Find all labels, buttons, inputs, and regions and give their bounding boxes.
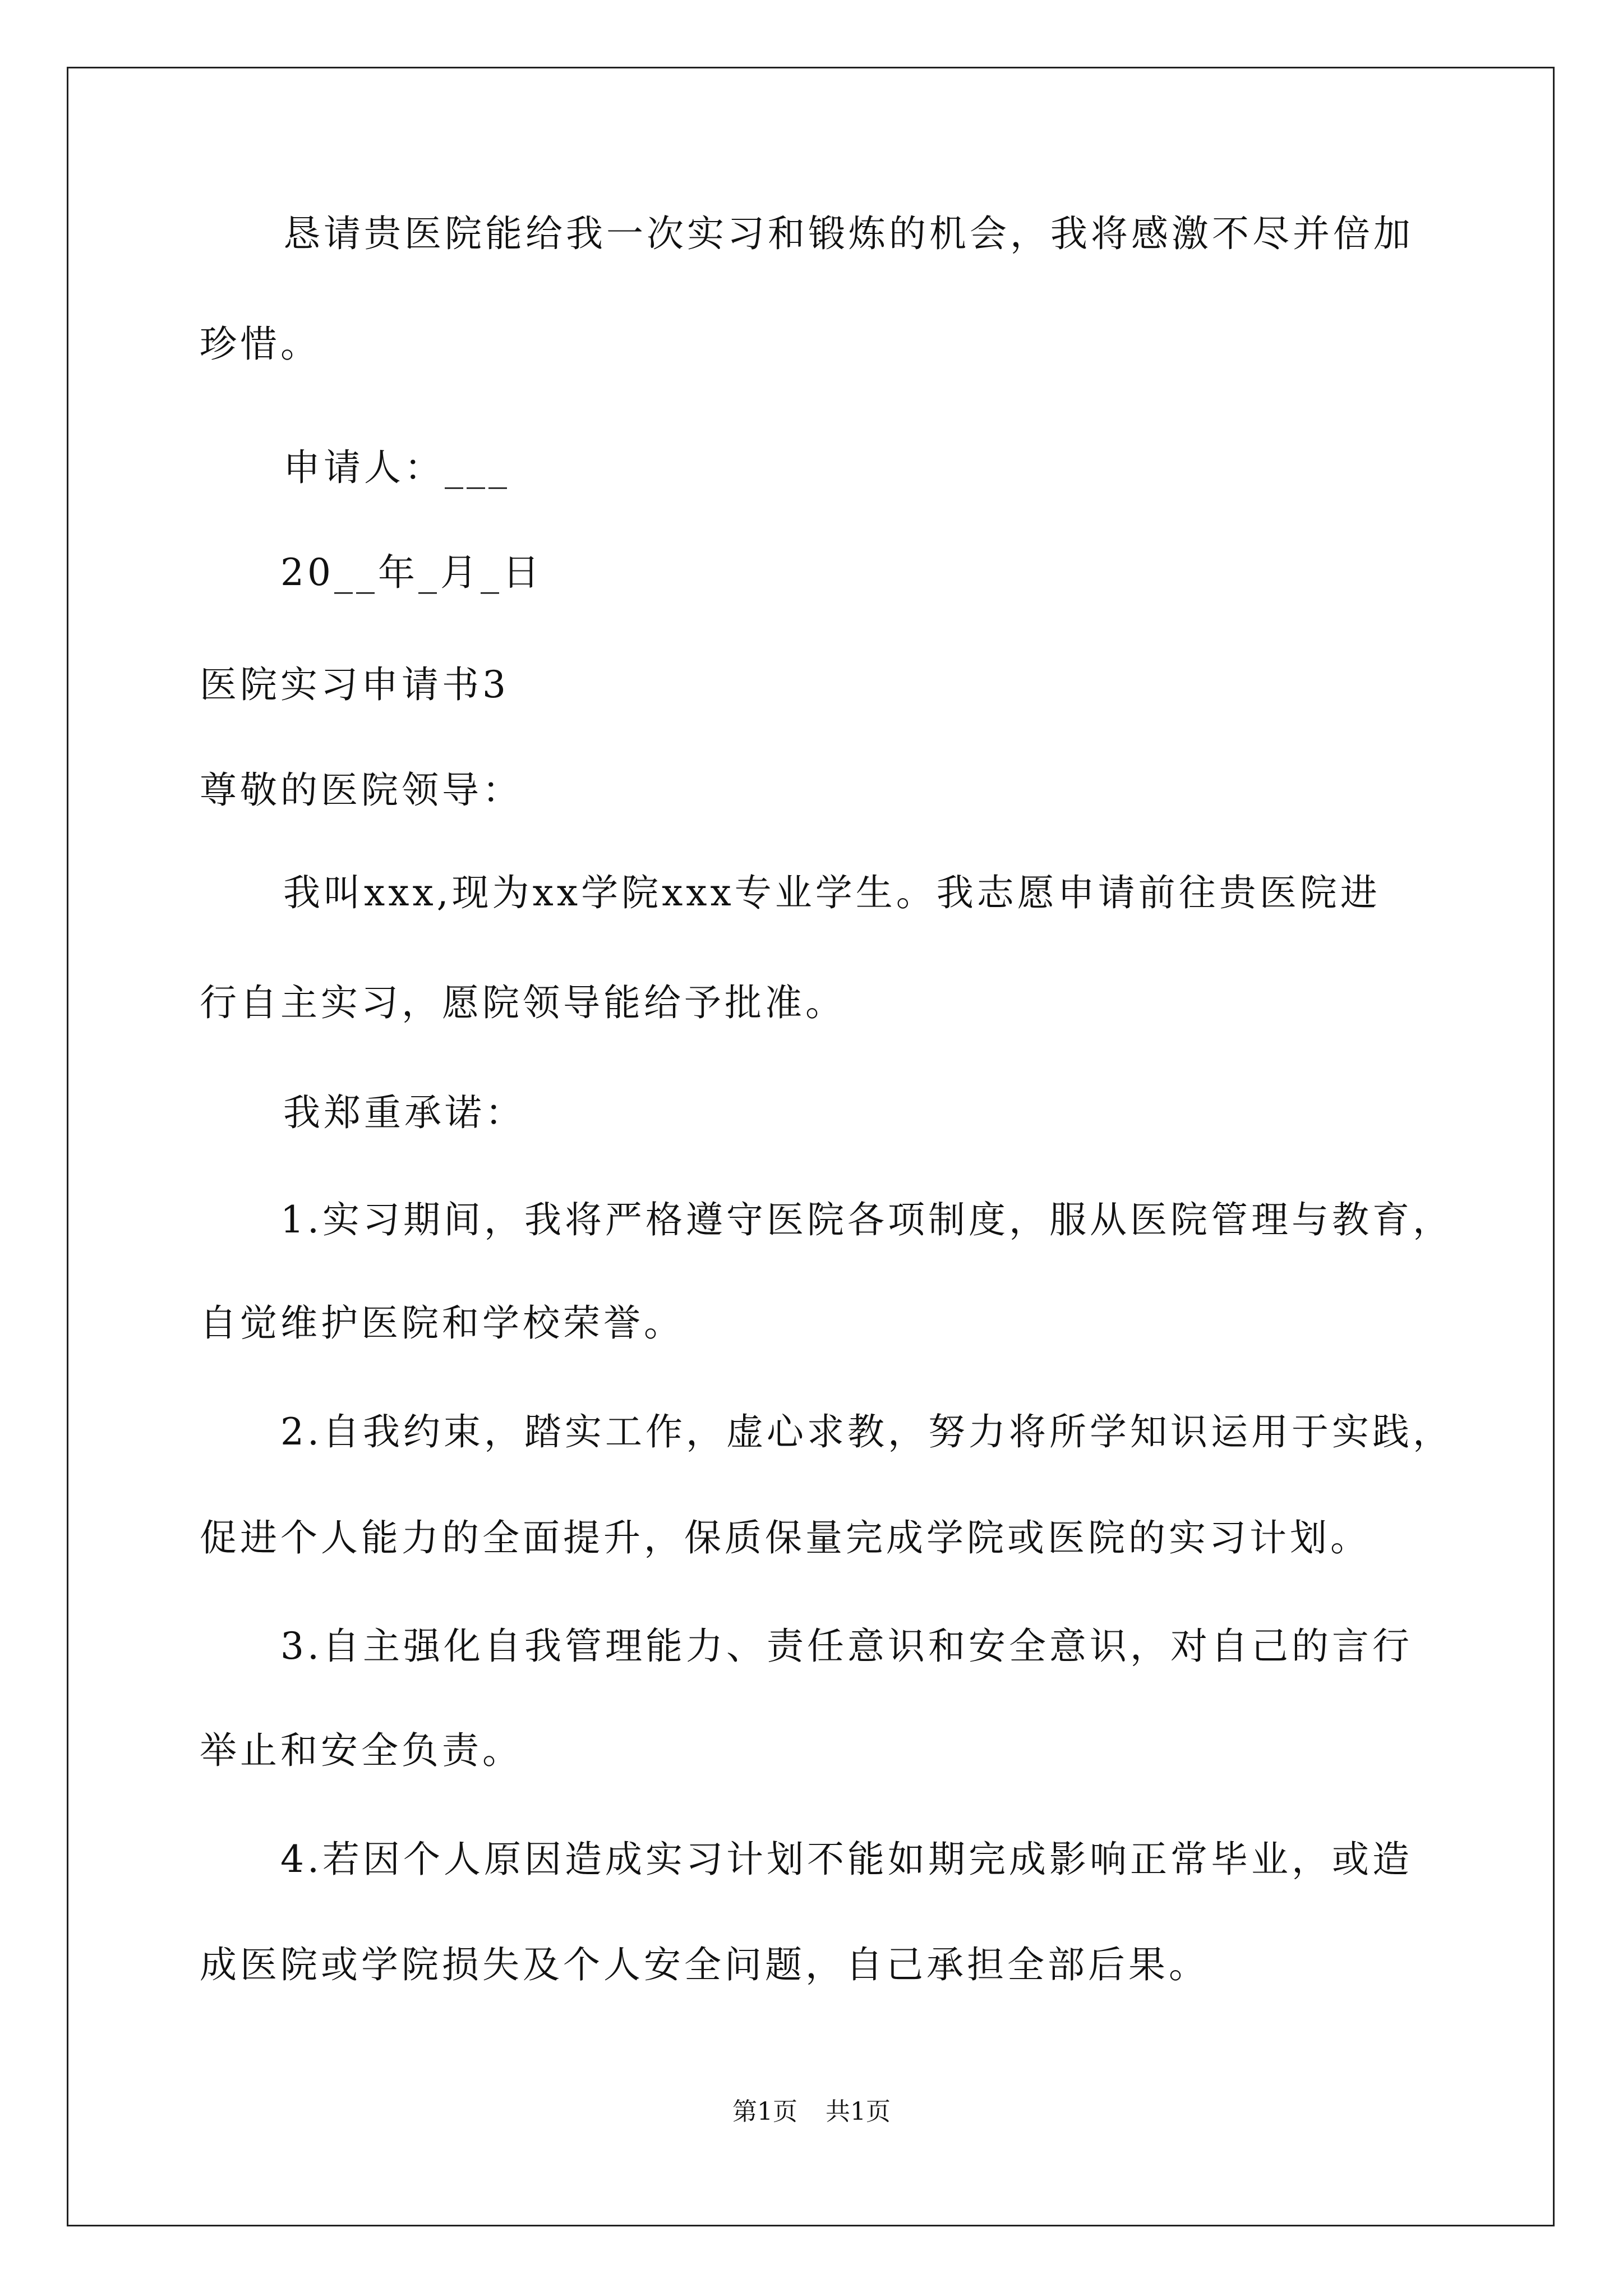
page-footer — [0, 2095, 1623, 2129]
date-line: 20__年_月_日 — [280, 551, 543, 594]
body-line: 我郑重承诺： — [283, 1091, 525, 1134]
body-line: 恳请贵医院能给我一次实习和锻炼的机会，我将感激不尽并倍加 — [283, 212, 1414, 255]
page-number: 第1页 — [732, 2097, 797, 2126]
list-item-continuation: 成医院或学院损失及个人安全问题，自己承担全部后果。 — [200, 1943, 1209, 1986]
list-item-continuation: 举止和安全负责。 — [200, 1729, 523, 1772]
salutation: 尊敬的医院领导： — [200, 769, 523, 812]
list-item: 2.自我约束，踏实工作，虚心求教，努力将所学知识运用于实践， — [280, 1410, 1453, 1453]
list-item: 3.自主强化自我管理能力、责任意识和安全意识，对自己的言行 — [280, 1625, 1413, 1668]
body-line: 我叫xxx,现为xx学院xxx专业学生。我志愿申请前往贵医院进 — [283, 871, 1381, 914]
body-line: 珍惜。 — [200, 323, 321, 366]
body-line: 行自主实习，愿院领导能给予批准。 — [200, 981, 846, 1024]
section-title: 医院实习申请书3 — [200, 663, 509, 706]
list-item-continuation: 促进个人能力的全面提升，保质保量完成学院或医院的实习计划。 — [200, 1516, 1371, 1559]
page-total: 共1页 — [826, 2097, 891, 2126]
list-item: 4.若因个人原因造成实习计划不能如期完成影响正常毕业，或造 — [280, 1838, 1413, 1881]
applicant-line: 申请人：___ — [283, 446, 510, 489]
page-border — [67, 67, 1555, 2226]
list-item: 1.实习期间，我将严格遵守医院各项制度，服从医院管理与教育， — [280, 1198, 1453, 1241]
list-item-continuation: 自觉维护医院和学校荣誉。 — [200, 1301, 684, 1345]
